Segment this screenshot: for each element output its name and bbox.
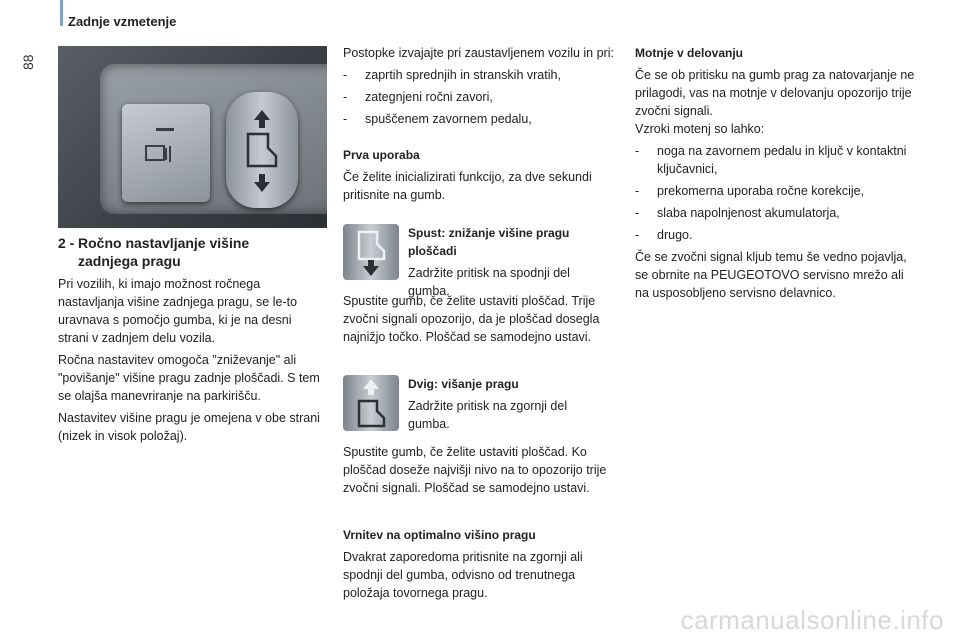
raise-button-thumbnail: [343, 375, 399, 431]
cause-text: slaba napolnjenost akumulatorja,: [657, 206, 840, 220]
left-paragraph: Ročna nastavitev omogoča "zniževanje" ali "povišanje" višine pragu zadnje ploščadi. S tem se olajša manevriranje na parkirišču.: [58, 353, 320, 403]
cause-text: drugo.: [657, 228, 693, 242]
malfunction-text-1: Če se ob pritisku na gumb prag za natovarjanje ne prilagodi, vas na motnje v delovanju opozorijo trije zvočni signali.: [635, 68, 915, 118]
raise-arrow-icon: [351, 377, 391, 429]
heading-number: 2 -: [58, 235, 75, 251]
first-use-title: Prva uporaba: [343, 148, 420, 162]
suspension-icon: [144, 142, 174, 166]
lower-arrow-icon: [351, 226, 391, 278]
heading-line-2: zadnjega pragu: [78, 253, 181, 269]
raise-text: Zadržite pritisk na zgornji del gumba.: [408, 399, 568, 431]
condition-text: zaprtih sprednjih in stranskih vratih,: [365, 68, 561, 82]
cause-item: [635, 226, 915, 244]
malfunction-title: Motnje v delovanju: [635, 46, 744, 60]
cause-text: prekomerna uporaba ročne korekcije,: [657, 184, 865, 198]
condition-item: [343, 66, 615, 84]
bullet-dash: -: [635, 228, 640, 242]
bullet-dash: -: [343, 68, 348, 82]
raise-title: Dvig: višanje pragu: [408, 377, 519, 391]
malfunction-text-3: Če se zvočni signal kljub temu še vedno pojavlja, se obrnite na PEUGEOTOVO servisno mrežo ali na usposobljeno servisno delavnico.: [635, 250, 907, 300]
heading-line-1: Ročno nastavljanje višine: [78, 235, 250, 251]
left-column-text: [58, 275, 320, 449]
condition-text: zategnjeni ročni zavori,: [365, 90, 493, 104]
middle-column-text: [343, 44, 615, 208]
return-text: Dvakrat zaporedoma pritisnite na zgornji ali spodnji del gumba, odvisno od trenutnega položaja tovornega pragu.: [343, 550, 583, 600]
bullet-dash: -: [635, 206, 640, 220]
cause-item: [635, 182, 915, 200]
lower-text: Zadržite pritisk na spodnji del gumba.: [408, 266, 570, 298]
header-accent-bar: [60, 0, 63, 26]
conditions-intro: Postopke izvajajte pri zaustavljenem vozilu in pri:: [343, 46, 614, 60]
cause-item: [635, 204, 915, 222]
raise-after-text-wrap: [343, 443, 618, 501]
condition-text: spuščenem zavornem pedalu,: [365, 112, 532, 126]
height-control-switch-photo: [58, 46, 327, 228]
raise-instruction-block: [408, 375, 608, 433]
left-button-dash: [156, 128, 174, 131]
bullet-dash: -: [343, 112, 348, 126]
cause-text: noga na zavornem pedalu in ključ v kontaktni ključavnici,: [657, 144, 907, 176]
cause-item: [635, 142, 915, 178]
bullet-dash: -: [635, 144, 640, 158]
section-title: Zadnje vzmetenje: [68, 14, 177, 29]
manual-adjustment-heading: [58, 234, 320, 270]
left-paragraph: Nastavitev višine pragu je omejena v obe strani (nizek in visok položaj).: [58, 411, 320, 443]
right-column-text: [635, 44, 915, 306]
rocker-arrows-icon: [242, 106, 282, 196]
malfunction-text-2: Vzroki motenj so lahko:: [635, 122, 765, 136]
bullet-dash: -: [343, 90, 348, 104]
lower-title: Spust: znižanje višine pragu ploščadi: [408, 226, 570, 258]
raise-after-text: Spustite gumb, če želite ustaviti ploščad. Ko ploščad doseže najvišji nivo na to opozorijo trije zvočni signali. Ploščad se samodejno ustavi.: [343, 445, 607, 495]
first-use-text: Če želite inicializirati funkcijo, za dve sekundi pritisnite na gumb.: [343, 170, 592, 202]
condition-item: [343, 88, 615, 106]
left-paragraph: Pri vozilih, ki imajo možnost ročnega nastavljanja višine zadnjega pragu, se le-to uravnava s pomočjo gumba, ki je na desni strani v zadnjem delu vozila.: [58, 277, 298, 345]
page-number: 88: [20, 54, 36, 70]
return-title: Vrnitev na optimalno višino pragu: [343, 528, 536, 542]
lower-instruction-block: [408, 224, 608, 300]
lower-button-thumbnail: [343, 224, 399, 280]
return-block: [343, 526, 615, 606]
lower-after-text-wrap: [343, 292, 615, 350]
watermark[interactable]: carmanualsonline.info: [680, 605, 944, 635]
condition-item: [343, 110, 615, 128]
lower-after-text: Spustite gumb, če želite ustaviti ploščad. Trije zvočni signali opozorijo, da je ploščad dosegla najnižjo točko. Ploščad se samodejno ustavi.: [343, 294, 600, 344]
bullet-dash: -: [635, 184, 640, 198]
